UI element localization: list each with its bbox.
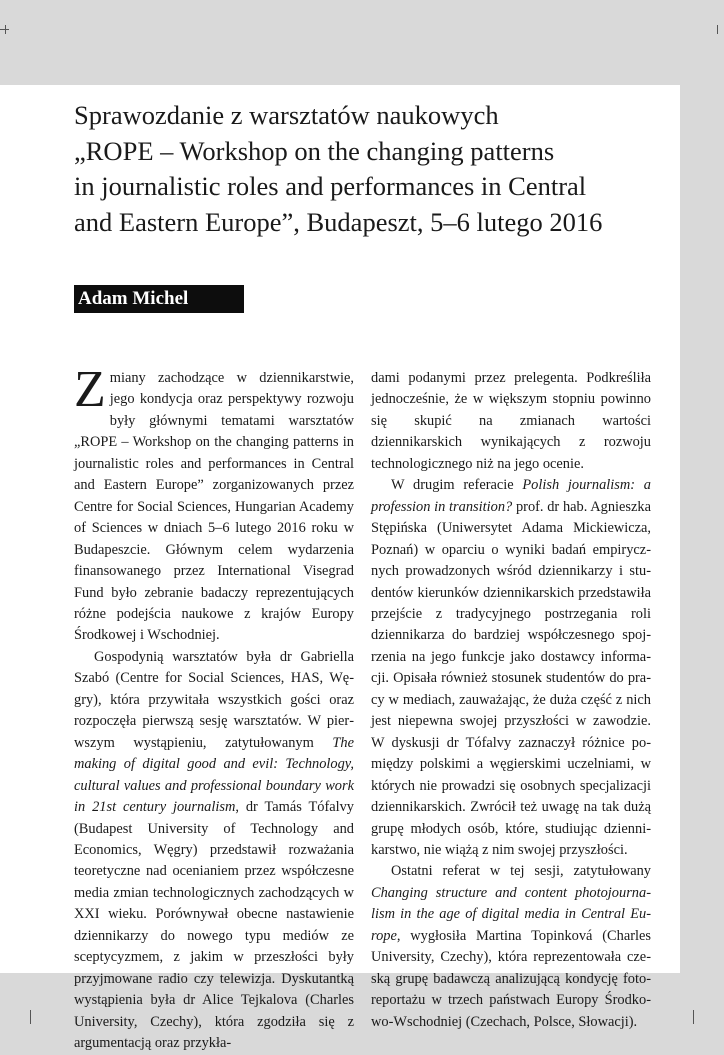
title-line: „ROPE – Workshop on the changing patterns [74,135,555,166]
crop-mark-top-left-h [0,29,9,30]
crop-mark-bottom-left [30,1010,31,1024]
talk-title: The making of digital good and evil: Technology, cultural values and professional boundary work in 21st century journalism [74,734,354,816]
paragraph-text: prof. dr hab. Agnieszka Stępińska (Uniwersytet Adama Mickiewicza, Poznań) w oparciu o wyniki badań empirycznych prowadzonych wśród dziennikarzy i studentów kierunków dziennikarskich przedstawiła przejście z tradycyjnego postrzegania roli dziennikarza do bardziej współczesnego spojrzenia na jego funkcje jako dostawcy informacji. Opisała również stosunek studentów do pracy w mediach, zauważając, że duża część z nich jest niepewna swojej przyszłości w zawodzie. W dyskusji dr Tófalvy zaznaczył różnice pomiędzy polskimi a węgierskimi uczelniami, w których nie prowadzi się osobnych specjalizacji dziennikarskich. Zwrócił też uwagę na tak dużą grupę młodych osób, które, studiując dziennikarstwo, nie wiążą z nim swojej przyszłości. [371,498,651,858]
paragraph-text: W drugim referacie [391,477,523,494]
paragraph-text: , dr Tamás Tófalvy (Budapest University of Technology and Economics, Węgry) przedstawił rozważania teoretyczne nad ocenianiem przez współczesne media zmian technologicznych zachodzących w XXI wieku. Porównywał obecne nastawienie dziennikarzy do nowego typu mediów ze sceptycyzmem, z jakim w przeszłości były przyjmowane radio czy telewizja. Dyskutantką wystąpienia była dr Alice Tejkalova (Charles University, Czechy), która zgodziła się z argumentacją oraz przykła- [74,799,355,1052]
crop-mark-top-right [717,25,718,34]
paragraph-text: Gospodynią warsztatów była dr Gabriella Szabó (Centre for Social Sciences, HAS, Węgry), która przywitała wszystkich gości oraz rozpoczęła pierwszą sesję warsztatów. W pierwszym wystąpieniu, zatytułowanym [74,648,354,751]
talk-title: Polish journalism: a profession in transition? [371,477,651,515]
article-title [74,98,674,240]
author-banner: Adam Michel [74,285,244,313]
crop-mark-bottom-right [693,1010,694,1024]
paragraph-text: miany zachodzące w dziennikarstwie, jego kondycja oraz perspektywy rozwoju były głównymi tematami warsztatów „ROPE – Workshop on the changing patterns in journalistic roles and performances in Central and Eastern Europe” zorganizowanych przez Centre for Social Sciences, Hungarian Academy of Sciences w dniach 5–6 lutego 2016 roku w Budapeszcie. Głównym celem wydarzenia finansowanego przez International Visegrad Fund było zebranie badaczy reprezentujących różne podejścia naukowe z krajów Europy Środkowej i Wschodniej. [74,370,354,644]
title-line: in journalistic roles and performances in Central [74,171,587,201]
drop-cap: Z [74,361,106,418]
left-column [74,361,355,1055]
paragraph [371,368,651,475]
paragraph [74,361,354,647]
title-line: Sprawozdanie z warsztatów naukowych [74,100,499,130]
paragraph [371,861,651,1033]
paragraph [371,475,651,861]
paragraph-text: , wygłosiła Martina Topinková (Charles University, Czechy), która reprezentowała czeską grupę badawczą analizującą kondycję fotoreportażu w trzech państwach Europy Środkowo-Wschodniej (Czechach, Polsce, Słowacji). [371,927,651,1030]
paragraph-text: Ostatni referat w tej sesji, zatytułowany [391,863,651,880]
right-column [371,368,651,1033]
title-line: and Eastern Europe”, Budapeszt, 5–6 lutego 2016 [74,206,603,237]
talk-title: Changing structure and content photojournalism in the age of digital media in Central Europe [371,884,651,944]
paragraph-text: dami podanymi przez prelegenta. Podkreśliła jednocześnie, że w większym stopniu powinno się skupić na zmianach wartości dziennikarskich wynikających z rozwoju technologicznego niż na jego ocenie. [371,370,651,472]
paragraph [74,647,354,1055]
